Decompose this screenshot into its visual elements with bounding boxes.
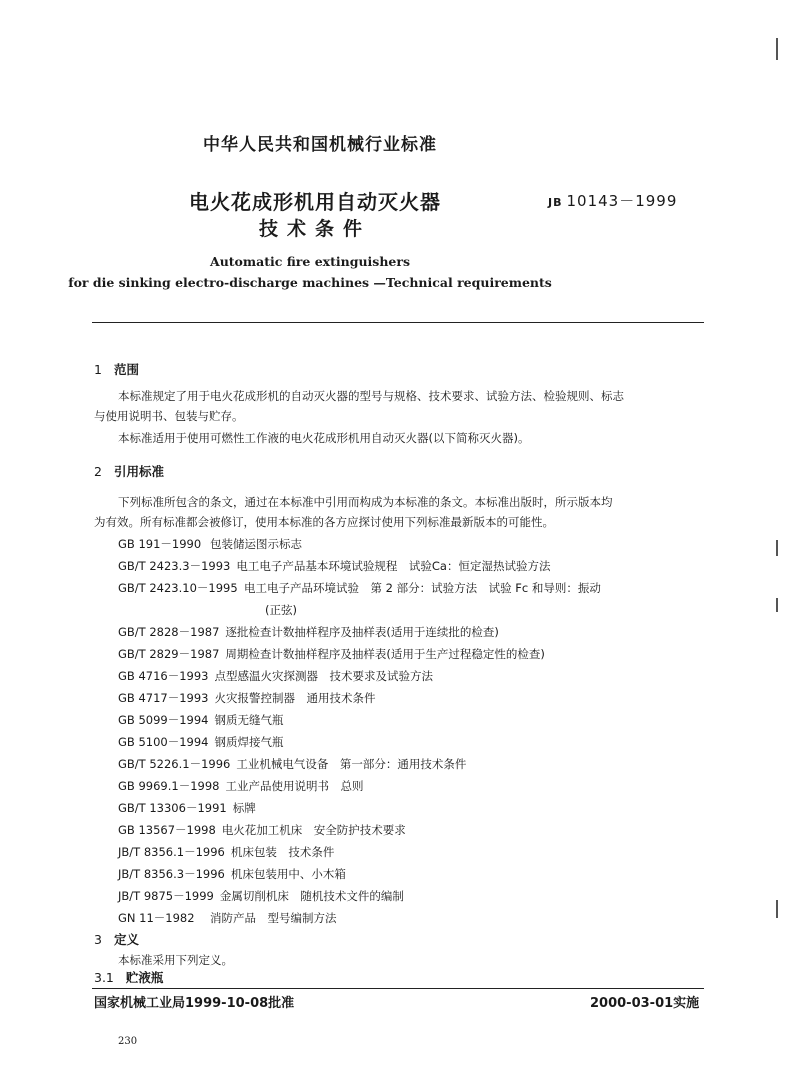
document-subtitle-cn: 技术条件	[258, 218, 371, 240]
reference-item	[118, 844, 334, 860]
section-title: 贮液瓶	[125, 970, 164, 985]
document-title-en-line1: Automatic fire extinguishers	[210, 254, 410, 269]
reference-code: GB/T 2829－1987	[118, 647, 220, 661]
reference-title: 电工电子产品环境试验 第 2 部分：试验方法 试验 Fc 和导则：振动	[244, 581, 601, 595]
reference-code: GB 9969.1－1998	[118, 779, 220, 793]
reference-title: 金属切削机床 随机技术文件的编制	[219, 889, 404, 903]
reference-item	[118, 580, 601, 596]
reference-title: 周期检查计数抽样程序及抽样表(适用于生产过程稳定性的检查)	[225, 647, 545, 661]
standard-number	[548, 190, 677, 211]
reference-item	[118, 668, 433, 684]
reference-title: 包装储运图示标志	[210, 537, 302, 551]
paragraph: 本标准规定了用于电火花成形机的自动灭火器的型号与规格、技术要求、试验方法、检验规则、标志	[118, 389, 624, 403]
reference-item	[118, 624, 499, 640]
reference-title: 工业产品使用说明书 总则	[225, 779, 364, 793]
scan-edge-mark	[776, 598, 778, 612]
reference-title: 机床包装 技术条件	[230, 845, 335, 859]
reference-code: GB/T 2423.10－1995	[118, 581, 238, 595]
reference-item	[118, 910, 337, 926]
reference-item	[118, 690, 376, 706]
standard-prefix: JB	[548, 196, 563, 209]
section-number: 2	[94, 464, 102, 479]
paragraph: 本标准适用于使用可燃性工作液的电火花成形机用自动灭火器(以下简称灭火器)。	[118, 431, 530, 445]
section-number: 1	[94, 362, 102, 377]
reference-title: 逐批检查计数抽样程序及抽样表(适用于连续批的检查)	[225, 625, 499, 639]
reference-item	[118, 800, 256, 816]
reference-title: 钢质焊接气瓶	[214, 735, 284, 749]
reference-item	[118, 646, 545, 662]
reference-title: 电工电子产品基本环境试验规程 试验Ca：恒定湿热试验方法	[236, 559, 551, 573]
industry-standard-heading: 中华人民共和国机械行业标准	[203, 135, 437, 155]
reference-code: GB/T 5226.1－1996	[118, 757, 231, 771]
reference-item	[118, 712, 284, 728]
document-title-en-line2: for die sinking electro-discharge machines —Technical requirements	[68, 275, 552, 290]
scan-edge-mark	[776, 540, 778, 556]
reference-title: 钢质无缝气瓶	[214, 713, 284, 727]
reference-code: GB 5099－1994	[118, 713, 209, 727]
document-title-cn: 电火花成形机用自动灭火器	[189, 190, 441, 214]
reference-code: JB/T 8356.3－1996	[118, 867, 225, 881]
reference-item	[118, 558, 550, 574]
reference-title: 消防产品 型号编制方法	[210, 911, 337, 925]
reference-title: (正弦)	[265, 603, 297, 617]
reference-item	[118, 756, 466, 772]
header-divider	[92, 322, 704, 323]
section-2-heading	[94, 462, 164, 480]
section-1-heading	[94, 360, 139, 378]
reference-title: 机床包装用中、小木箱	[230, 867, 346, 881]
page-number: 230	[118, 1036, 138, 1047]
reference-title: 点型感温火灾探测器 技术要求及试验方法	[214, 669, 433, 683]
section-title: 范围	[113, 362, 139, 377]
section-number: 3.1	[94, 970, 114, 985]
reference-code: GB 5100－1994	[118, 735, 209, 749]
reference-title: 标牌	[232, 801, 256, 815]
reference-code: GB 191－1990	[118, 537, 202, 551]
reference-code: JB/T 8356.1－1996	[118, 845, 225, 859]
section-title: 引用标准	[113, 464, 164, 479]
reference-code: GB/T 13306－1991	[118, 801, 227, 815]
reference-code: GB/T 2423.3－1993	[118, 559, 231, 573]
paragraph: 为有效。所有标准都会被修订，使用本标准的各方应探讨使用下列标准最新版本的可能性。	[94, 515, 554, 529]
reference-code: GB/T 2828－1987	[118, 625, 220, 639]
scan-edge-mark	[776, 900, 778, 918]
approval-info: 国家机械工业局1999-10-08批准	[94, 996, 295, 1011]
paragraph: 下列标准所包含的条文，通过在本标准中引用而构成为本标准的条文。本标准出版时，所示版本均	[118, 495, 613, 509]
paragraph: 与使用说明书、包装与贮存。	[94, 409, 244, 423]
reference-item	[118, 866, 346, 882]
subsection-3-1-heading	[94, 968, 163, 986]
reference-item	[118, 822, 406, 838]
reference-code: GN 11－1982	[118, 911, 195, 925]
effective-date: 2000-03-01实施	[590, 996, 700, 1011]
reference-code: GB 13567－1998	[118, 823, 216, 837]
reference-item	[118, 888, 404, 904]
reference-code: JB/T 9875－1999	[118, 889, 214, 903]
reference-item	[118, 778, 363, 794]
reference-title: 电火花加工机床 安全防护技术要求	[221, 823, 406, 837]
reference-item	[118, 734, 284, 750]
reference-item	[118, 536, 302, 552]
section-number: 3	[94, 932, 102, 947]
scan-edge-mark	[776, 38, 778, 60]
reference-code: GB 4716－1993	[118, 669, 209, 683]
reference-title: 工业机械电气设备 第一部分：通用技术条件	[236, 757, 467, 771]
section-title: 定义	[113, 932, 139, 947]
reference-title: 火灾报警控制器 通用技术条件	[214, 691, 376, 705]
standard-code: 10143－1999	[566, 192, 678, 210]
section-3-heading	[94, 930, 139, 948]
reference-code: GB 4717－1993	[118, 691, 209, 705]
paragraph: 本标准采用下列定义。	[118, 953, 233, 967]
footer-divider	[92, 988, 704, 989]
reference-item-continuation	[265, 602, 297, 618]
